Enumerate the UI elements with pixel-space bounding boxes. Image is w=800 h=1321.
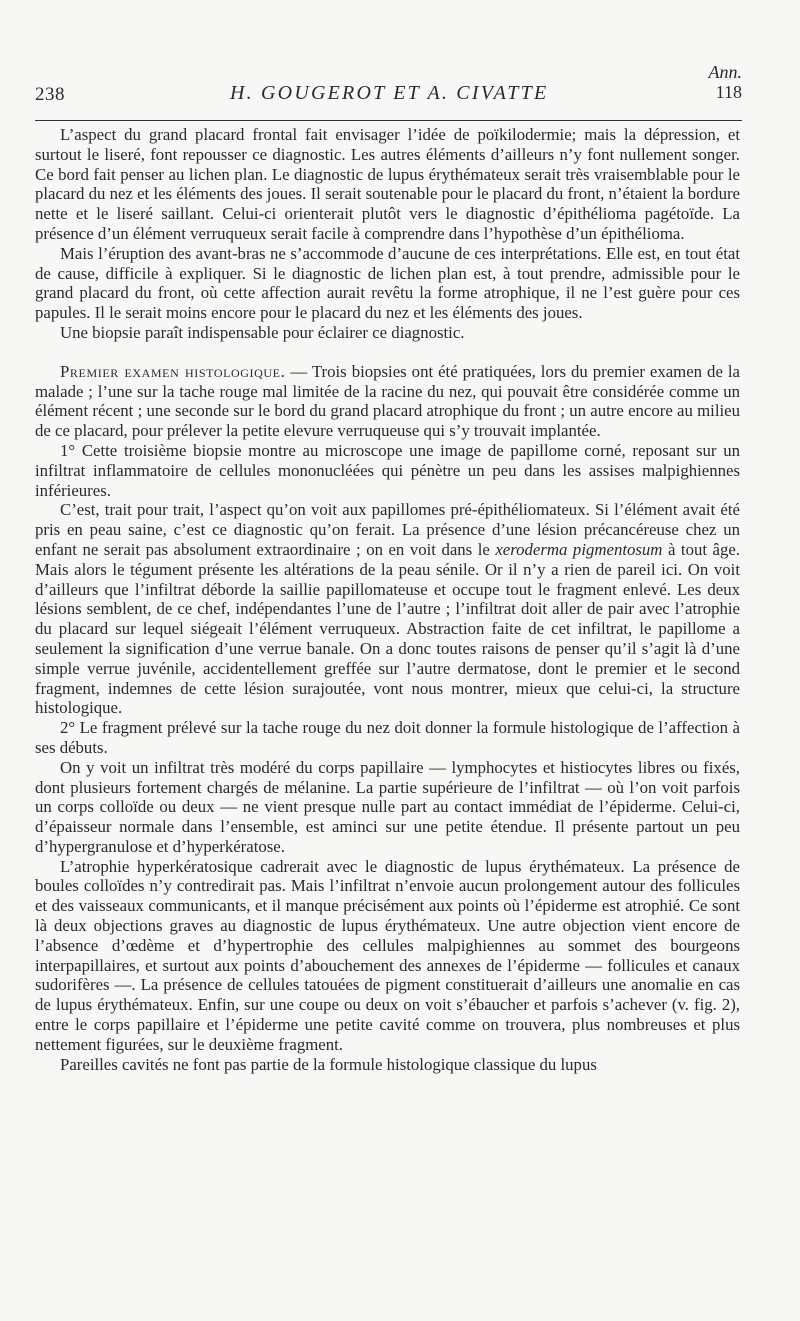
running-title: H. GOUGEROT ET A. CIVATTE bbox=[230, 82, 549, 104]
section-intro: — Trois biopsies ont été pratiquées, lors du premier examen de la malade ; l’une sur la tache rouge mal limitée de la racine du nez, qui pouvait être considérée comme un élément récent ; une seconde sur le bord du grand placard atrophique du front ; un autre encore au milieu de ce placard, pour prélever la petite elevure verruqueuse qui s’y trouvait implantée. bbox=[35, 361, 740, 441]
paragraph: 2° Le fragment prélevé sur la tache rouge du nez doit donner la formule histologique de l’affection à ses débuts. bbox=[35, 718, 740, 757]
paragraph: 1° Cette troisième biopsie montre au microscope une image de papillome corné, reposant sur un infiltrat inflammatoire de cellules mononucléées qui pénètre un peu dans les assises malpighiennes inférieures. bbox=[35, 440, 740, 500]
annotation-label: Ann. bbox=[708, 62, 742, 82]
paragraph: L’aspect du grand placard frontal fait envisager l’idée de poïkilodermie; mais la dépression, et surtout le liseré, font repousser ce diagnostic. Les autres éléments d’ailleurs n’y font nullement songer. Ce bord fait penser au lichen plan. Le diagnostic de lupus érythémateux serait très vraisemblable pour le placard du nez et les éléments des joues. Il serait soutenable pour le placard du front, n’étaient la bordure nette et le liseré saillant. Celui-ci orienterait plutôt vers le diagnostic d’épithélioma pagétoïde. La présence d’un élément verruqueux serait facile à comprendre dans l’hypothèse d’un épithélioma. bbox=[35, 125, 740, 243]
paragraph: Une biopsie paraît indispensable pour éclairer ce diagnostic. bbox=[60, 322, 465, 342]
page-number: 238 bbox=[35, 84, 65, 105]
paragraph: Pareilles cavités ne font pas partie de la formule histologique classique du lupus bbox=[60, 1054, 597, 1074]
emphasized-term: xeroderma pigmentosum bbox=[495, 539, 663, 559]
page-header bbox=[35, 62, 742, 114]
section-paragraph bbox=[35, 362, 740, 441]
paragraph: L’atrophie hyperkératosique cadrerait avec le diagnostic de lupus érythémateux. La présence de boules colloïdes n’y contredirait pas. Mais l’infiltrat n’envoie aucun prolongement autour des follicules et des vaisseaux communicants, et il manque précisément aux points où l’épiderme est atrophié. Ce sont là deux objections graves au diagnostic de lupus érythémateux. Une autre objection vient encore de l’absence d’œdème et d’hypertrophie des cellules malpighiennes au sommet des bourgeons interpapillaires, et surtout aux points d’abouchement des annexes de l’épiderme — follicules et canaux sudorifères —. La présence de cellules tatouées de pigment constituerait d’ailleurs une anomalie en cas de lupus érythémateux. Enfin, sur une coupe ou deux on voit s’ébaucher et parfois s’achever (v. fig. 2), entre le corps papillaire et l’épiderme une petite cavité comme on trouvera, plus nombreuses et plus nettement figurées, sur le deuxième fragment. bbox=[35, 856, 740, 1054]
margin-annotation bbox=[709, 62, 743, 102]
paragraph: On y voit un infiltrat très modéré du corps papillaire — lymphocytes et histiocytes libres ou fixés, dont plusieurs fortement chargés de mélanine. La partie supérieure de l’infiltrat — où l’on voit parfois un corps colloïde ou deux — ne vient presque nulle part au contact immédiat de l’épiderme. Celui-ci, d’épaisseur normale dans l’ensemble, est aminci sur une petite étendue. Il présente partout un peu d’hypergranulose et d’hyperkératose. bbox=[35, 757, 740, 856]
body-text bbox=[35, 125, 740, 1074]
paragraph: C’est, trait pour trait, l’aspect qu’on voit aux papillomes pré-épithéliomateux. Si l’élément avait été pris en peau saine, c’est ce diagnostic qu’on ferait. La présence d’une lésion précancéreuse chez un enfant ne serait pas absolument extraordinaire ; on en voit dans le xeroderma pigmentosum à tout âge. Mais alors le tégument présente les altérations de la peau sénile. Or il n’y a rien de pareil ici. On voit d’ailleurs que l’infiltrat déborde la saillie papillomateuse et occupe tout le fragment enlevé. Les deux lésions semblent, de ce chef, indépendantes l’une de l’autre ; l’infiltrat doit aller de pair avec l’atrophie du placard sur lequel siégeait l’élément verruqueux. Abstraction faite de cet infiltrat, le papillome a seulement la signification d’une verrue banale. On a donc toutes raisons de penser qu’il s’agit là d’une simple verrue juvénile, accidentellement greffée sur l’autre dermatose, dont le premier et le second fragment, indemnes de cette lésion surajoutée, vont nous montrer, mieux que celui-ci, la structure histologique. bbox=[35, 500, 741, 718]
annotation-number: 118 bbox=[715, 82, 742, 102]
header-rule bbox=[35, 120, 742, 121]
paragraph: Mais l’éruption des avant-bras ne s’accommode d’aucune de ces interprétations. Elle est, en tout état de cause, difficile à expliquer. Si le diagnostic de lichen plan est, à tout prendre, admissible pour le grand placard du front, où cette affection aurait revêtu la forme atrophique, il ne l’est guère pour ces papules. Il le serait moins encore pour le placard du nez et les éléments des joues. bbox=[35, 243, 740, 323]
section-heading: Premier examen histologique. bbox=[60, 361, 286, 381]
